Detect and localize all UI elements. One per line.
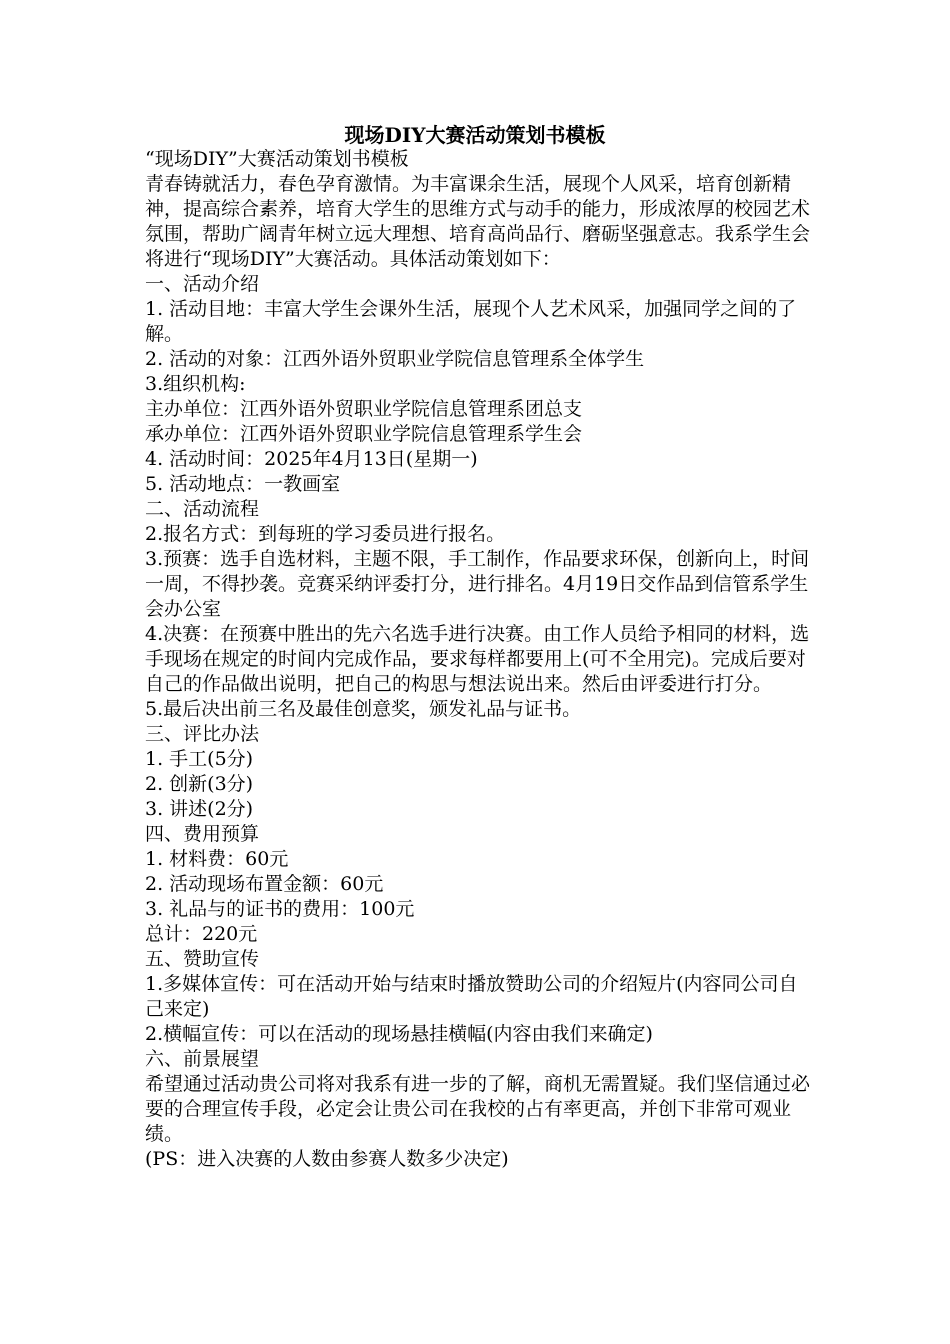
document-title: 现场DIY大赛活动策划书模板 (344, 123, 606, 147)
list-item-prizes-cost: 3. 礼品与的证书的费用：100元 (145, 898, 415, 920)
list-item-organization: 3.组织机构: (145, 373, 246, 395)
list-item-banner: 2.横幅宣传：可以在活动的现场悬挂横幅(内容由我们来确定) (145, 1023, 653, 1045)
list-item-handcraft: 1. 手工(5分) (145, 748, 254, 770)
budget-total: 总计：220元 (145, 923, 258, 945)
list-item-presentation: 3. 讲述(2分) (145, 798, 254, 820)
section-heading-introduction: 一、活动介绍 (145, 273, 260, 295)
list-item-materials-cost: 1. 材料费：60元 (145, 848, 289, 870)
list-item-final: 4.决赛：在预赛中胜出的先六名选手进行决赛。由工作人员给予相同的材料，选手现场在规定的时间内完成作品，要求每样都要用上(可不全用完)。完成后要对自己的作品做出说明，把自己的构思与想法说出来。然后由评委进行打分。 (145, 623, 810, 695)
document-body (145, 147, 815, 1172)
list-item-time: 4. 活动时间：2025年4月13日(星期一) (145, 448, 478, 470)
list-item-preliminary: 3.预赛：选手自选材料，主题不限，手工制作，作品要求环保，创新向上，时间一周，不得抄袭。竞赛采纳评委打分，进行排名。4月19日交作品到信管系学生会办公室 (145, 548, 810, 620)
list-item-registration: 2.报名方式：到每班的学习委员进行报名。 (145, 523, 506, 545)
list-item-target: 2. 活动的对象：江西外语外贸职业学院信息管理系全体学生 (145, 348, 645, 370)
list-item-purpose: 1. 活动目地：丰富大学生会课外生活，展现个人艺术风采，加强同学之间的了解。 (145, 298, 797, 345)
list-item-multimedia: 1.多媒体宣传：可在活动开始与结束时播放赞助公司的介绍短片(内容同公司自己来定) (145, 973, 798, 1020)
list-item-innovation: 2. 创新(3分) (145, 773, 254, 795)
subtitle-paragraph: “现场DIY”大赛活动策划书模板 (145, 148, 409, 170)
section-heading-process: 二、活动流程 (145, 498, 260, 520)
section-heading-sponsorship: 五、赞助宣传 (145, 948, 260, 970)
section-heading-budget: 四、费用预算 (145, 823, 260, 845)
intro-paragraph: 青春铸就活力，春色孕育激情。为丰富课余生活，展现个人风采，培育创新精神，提高综合素养，培育大学生的思维方式与动手的能力，形成浓厚的校园艺术氛围，帮助广阔青年树立远大理想、培育高尚品行、磨砺坚强意志。我系学生会将进行“现场DIY”大赛活动。具体活动策划如下： (145, 173, 811, 270)
list-item-location: 5. 活动地点：一教画室 (145, 473, 341, 495)
co-organizer-line: 承办单位：江西外语外贸职业学院信息管理系学生会 (145, 423, 583, 445)
list-item-awards: 5.最后决出前三名及最佳创意奖，颁发礼品与证书。 (145, 698, 582, 720)
section-heading-judging: 三、评比办法 (145, 723, 260, 745)
section-heading-outlook: 六、前景展望 (145, 1048, 260, 1070)
list-item-venue-cost: 2. 活动现场布置金额：60元 (145, 873, 384, 895)
outlook-paragraph: 希望通过活动贵公司将对我系有进一步的了解，商机无需置疑。我们坚信通过必要的合理宣传手段，必定会让贵公司在我校的占有率更高，并创下非常可观业绩。 (145, 1073, 811, 1145)
ps-note: (PS：进入决赛的人数由参赛人数多少决定) (145, 1148, 509, 1170)
organizer-line: 主办单位：江西外语外贸职业学院信息管理系团总支 (145, 398, 583, 420)
